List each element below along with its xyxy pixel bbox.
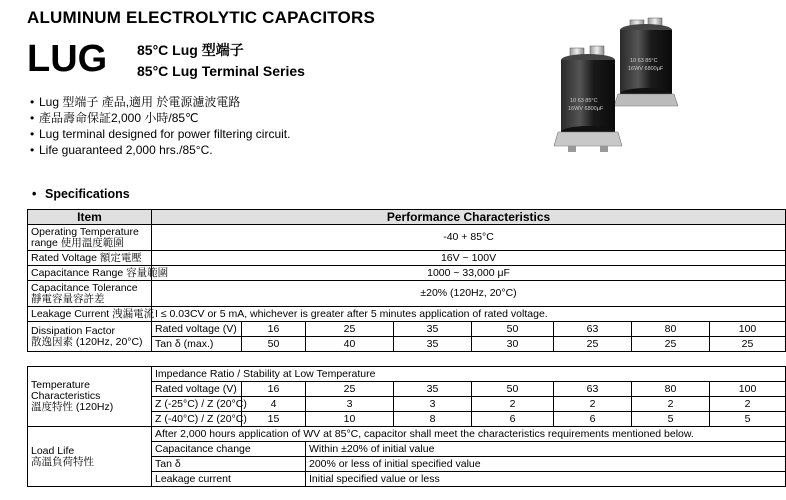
impedance-cell: 15 [242,412,306,427]
voltage-cell: 16 [242,322,306,337]
load-life-intro: After 2,000 hours application of WV at 85°C, capacitor shall meet the characteristics requirements mentioned below. [152,427,786,442]
impedance-cell: 4 [242,397,306,412]
specifications-table-lower [27,366,786,487]
voltage-cell: 25 [306,322,394,337]
impedance-cell: 2 [472,397,554,412]
specifications-heading: • Specifications [32,187,130,201]
tan-delta-cell: 25 [554,337,632,352]
feature-item: • Lug terminal designed for power filtering circuit. [30,126,290,142]
row-label-dissipation-factor: Dissipation Factor 散逸因素 (120Hz, 20°C) [28,322,152,352]
column-header-item: Item [28,210,152,225]
z-minus25-label: Z (-25°C) / Z (20°C) [152,397,242,412]
rated-voltage-row-label: Rated voltage (V) [152,382,242,397]
svg-text:10 63 85°C: 10 63 85°C [570,98,598,104]
document-title: ALUMINUM ELECTROLYTIC CAPACITORS [27,8,375,27]
leakage-current-value: I ≤ 0.03CV or 5 mA, whichever is greater after 5 minutes application of rated voltage. [152,307,786,322]
voltage-cell: 100 [710,382,786,397]
column-header-performance: Performance Characteristics [152,210,786,225]
row-label-leakage-current: Leakage Current 洩漏電流 [28,307,152,322]
row-label-capacitance-range: Capacitance Range 容量範圍 [28,266,152,281]
table-row [28,251,786,266]
tan-delta-cell: 50 [242,337,306,352]
impedance-cell: 8 [394,412,472,427]
table-row [28,367,786,382]
rated-voltage-value: 16V ~ 100V [152,251,786,266]
z-minus40-label: Z (-40°C) / Z (20°C) [152,412,242,427]
svg-text:16WV 6800μF: 16WV 6800μF [628,66,664,72]
feature-list [30,94,290,158]
table-header-row [28,210,786,225]
voltage-cell: 63 [554,322,632,337]
capacitor-rear [614,18,678,106]
row-label-capacitance-tolerance: Capacitance Tolerance 靜電容量容許差 [28,281,152,307]
impedance-cell: 6 [472,412,554,427]
tan-delta-cell: 40 [306,337,394,352]
impedance-cell: 2 [554,397,632,412]
tan-delta-label: Tan δ (max.) [152,337,242,352]
load-life-requirement: 200% or less of initial specified value [306,457,786,472]
tan-delta-cell: 30 [472,337,554,352]
voltage-cell: 16 [242,382,306,397]
impedance-cell: 5 [632,412,710,427]
impedance-cell: 3 [394,397,472,412]
load-life-criterion: Tan δ [152,457,306,472]
capacitor-front [554,46,622,152]
impedance-cell: 5 [710,412,786,427]
impedance-ratio-title: Impedance Ratio / Stability at Low Temperature [152,367,786,382]
impedance-cell: 6 [554,412,632,427]
table-row [28,266,786,281]
voltage-cell: 80 [632,322,710,337]
specifications-table [27,209,786,352]
series-subtitle-english: 85°C Lug Terminal Series [137,63,305,79]
row-label-operating-temperature: Operating Temperature range 使用溫度範圍 [28,225,152,251]
load-life-criterion: Leakage current [152,472,306,487]
tan-delta-cell: 35 [394,337,472,352]
table-row [28,427,786,442]
svg-text:16WV 6800μF: 16WV 6800μF [568,106,604,112]
row-label-rated-voltage: Rated Voltage 額定電壓 [28,251,152,266]
row-label-load-life: Load Life 高溫負荷特性 [28,427,152,487]
voltage-cell: 50 [472,322,554,337]
impedance-cell: 2 [632,397,710,412]
feature-item: • 產品壽命保証2,000 小時/85℃ [30,110,290,126]
voltage-cell: 25 [306,382,394,397]
table-row [28,225,786,251]
voltage-cell: 50 [472,382,554,397]
impedance-cell: 3 [306,397,394,412]
series-code: LUG [27,38,108,80]
tan-delta-cell: 25 [710,337,786,352]
table-row [28,322,786,337]
tan-delta-cell: 25 [632,337,710,352]
series-subtitle-chinese: 85°C Lug 型端子 [137,42,244,58]
voltage-cell: 35 [394,322,472,337]
voltage-cell: 63 [554,382,632,397]
rated-voltage-row-label: Rated voltage (V) [152,322,242,337]
impedance-cell: 2 [710,397,786,412]
operating-temperature-value: -40 + 85°C [152,225,786,251]
product-photo [548,2,698,162]
capacitance-range-value: 1000 ~ 33,000 μF [152,266,786,281]
feature-item: • Life guaranteed 2,000 hrs./85°C. [30,142,290,158]
impedance-cell: 10 [306,412,394,427]
table-row [28,307,786,322]
table-row [28,281,786,307]
load-life-requirement: Within ±20% of initial value [306,442,786,457]
voltage-cell: 35 [394,382,472,397]
svg-text:10 63 85°C: 10 63 85°C [630,58,658,64]
load-life-requirement: Initial specified value or less [306,472,786,487]
row-label-temperature-characteristics: Temperature Characteristics 溫度特性 (120Hz) [28,367,152,427]
capacitance-tolerance-value: ±20% (120Hz, 20°C) [152,281,786,307]
feature-item: • Lug 型端子 產品,適用 於電源濾波電路 [30,94,290,110]
load-life-criterion: Capacitance change [152,442,306,457]
voltage-cell: 100 [710,322,786,337]
voltage-cell: 80 [632,382,710,397]
